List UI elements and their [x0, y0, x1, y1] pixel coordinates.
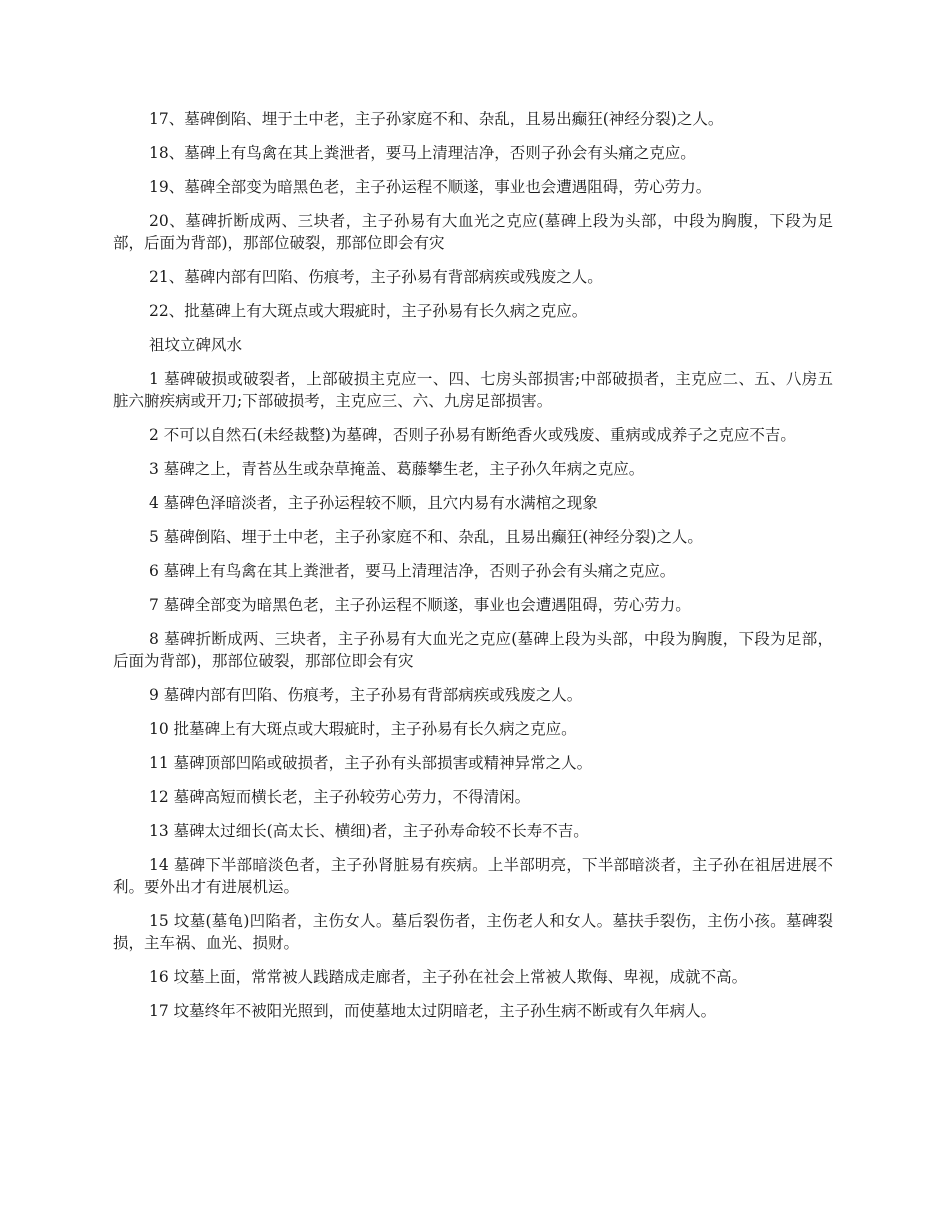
paragraph: 8 墓碑折断成两、三块者，主子孙易有大血光之克应(墓碑上段为头部，中段为胸腹，下段为足部，后面为背部)，那部位破裂，那部位即会有灾 [113, 630, 833, 670]
paragraph: 4 墓碑色泽暗淡者，主子孙运程较不顺，且穴内易有水满棺之现象 [149, 494, 598, 512]
paragraph: 6 墓碑上有鸟禽在其上粪泄者，要马上清理洁净，否则子孙会有头痛之克应。 [149, 562, 676, 580]
paragraph: 21、墓碑内部有凹陷、伤痕考，主子孙易有背部病疾或残废之人。 [149, 268, 603, 286]
paragraph: 22、批墓碑上有大斑点或大瑕疵时，主子孙易有长久病之克应。 [149, 302, 588, 320]
paragraph: 16 坟墓上面，常常被人践踏成走廊者，主子孙在社会上常被人欺侮、卑视，成就不高。 [149, 968, 748, 986]
paragraph: 13 墓碑太过细长(高太长、横细)者，主子孙寿命较不长寿不吉。 [149, 822, 589, 840]
paragraph: 10 批墓碑上有大斑点或大瑕疵时，主子孙易有长久病之克应。 [149, 720, 577, 738]
paragraph: 9 墓碑内部有凹陷、伤痕考，主子孙易有背部病疾或残废之人。 [149, 686, 583, 704]
paragraph: 20、墓碑折断成两、三块者，主子孙易有大血光之克应(墓碑上段为头部，中段为胸腹，下段为足部，后面为背部)，那部位破裂，那部位即会有灾 [113, 212, 833, 252]
paragraph: 5 墓碑倒陷、埋于土中老，主子孙家庭不和、杂乱，且易出癫狂(神经分裂)之人。 [149, 528, 703, 546]
paragraph: 17、墓碑倒陷、埋于土中老，主子孙家庭不和、杂乱，且易出癫狂(神经分裂)之人。 [149, 110, 724, 128]
paragraph: 17 坟墓终年不被阳光照到，而使墓地太过阴暗老，主子孙生病不断或有久年病人。 [149, 1002, 717, 1020]
paragraph: 2 不可以自然石(未经裁整)为墓碑，否则子孙易有断绝香火或残废、重病或成养子之克应不吉。 [149, 426, 796, 444]
paragraph: 12 墓碑高短而横长老，主子孙较劳心劳力，不得清闲。 [149, 788, 531, 806]
paragraph: 7 墓碑全部变为暗黑色老，主子孙运程不顺遂，事业也会遭遇阻碍，劳心劳力。 [149, 596, 691, 614]
section-heading: 祖坟立碑风水 [149, 336, 243, 354]
paragraph: 15 坟墓(墓龟)凹陷者，主伤女人。墓后裂伤者，主伤老人和女人。墓扶手裂伤，主伤小孩。墓碑裂损，主车祸、血光、损财。 [113, 912, 833, 952]
paragraph: 1 墓碑破损或破裂者，上部破损主克应一、四、七房头部损害;中部破损者，主克应二、五、八房五脏六腑疾病或开刀;下部破损考，主克应三、六、九房足部损害。 [113, 370, 833, 410]
paragraph: 18、墓碑上有鸟禽在其上粪泄者，要马上清理洁净，否则子孙会有头痛之克应。 [149, 144, 696, 162]
paragraph: 14 墓碑下半部暗淡色者，主子孙肾脏易有疾病。上半部明亮，下半部暗淡者，主子孙在祖居进展不利。要外出才有进展机运。 [113, 856, 833, 896]
paragraph: 19、墓碑全部变为暗黑色老，主子孙运程不顺遂，事业也会遭遇阻碍，劳心劳力。 [149, 178, 712, 196]
document-page [113, 108, 833, 1034]
paragraph: 3 墓碑之上，青苔丛生或杂草掩盖、葛藤攀生老，主子孙久年病之克应。 [149, 460, 645, 478]
paragraph: 11 墓碑顶部凹陷或破损者，主子孙有头部损害或精神异常之人。 [149, 754, 593, 772]
